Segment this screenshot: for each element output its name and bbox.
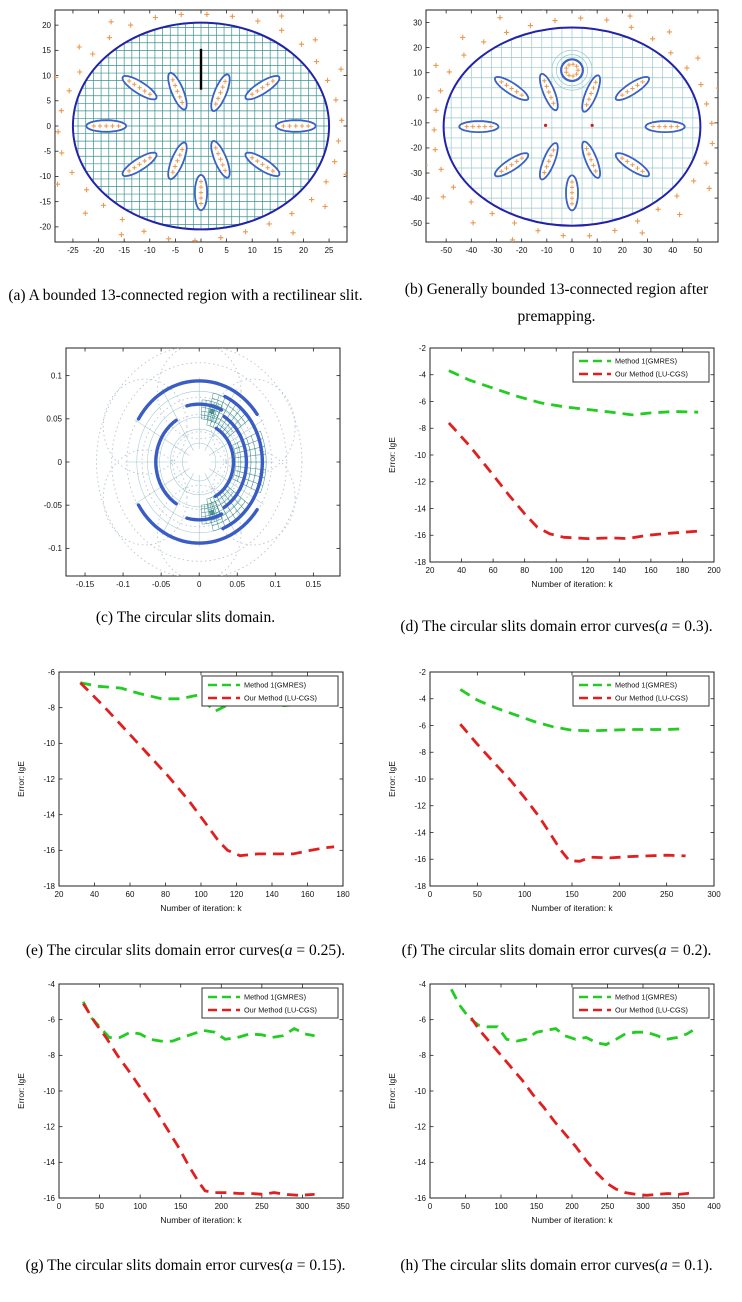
- svg-text:-10: -10: [143, 246, 156, 255]
- svg-text:200: 200: [214, 1202, 228, 1211]
- svg-text:0: 0: [46, 121, 51, 131]
- svg-text:-5: -5: [43, 147, 51, 157]
- svg-text:Number of iteration: k: Number of iteration: k: [530, 1215, 613, 1225]
- svg-text:0.05: 0.05: [228, 580, 245, 589]
- caption-text: = 0.15).: [292, 1257, 346, 1274]
- svg-text:100: 100: [517, 890, 531, 899]
- svg-text:150: 150: [173, 1202, 187, 1211]
- svg-text:0.1: 0.1: [50, 371, 62, 381]
- caption-text: = 0.3).: [667, 617, 713, 635]
- svg-text:Number of iteration: k: Number of iteration: k: [530, 579, 613, 589]
- svg-text:-40: -40: [465, 246, 477, 255]
- svg-text:300: 300: [295, 1202, 309, 1211]
- svg-text:200: 200: [612, 890, 626, 899]
- plot-error-curves-a03: [382, 340, 732, 601]
- svg-text:160: 160: [643, 566, 658, 575]
- svg-text:250: 250: [600, 1202, 614, 1211]
- svg-text:-18: -18: [413, 557, 426, 567]
- svg-text:-15: -15: [38, 197, 51, 207]
- svg-text:25: 25: [324, 246, 334, 255]
- svg-text:-20: -20: [38, 222, 51, 232]
- svg-text:-20: -20: [515, 246, 527, 255]
- panel-caption: [25, 1252, 345, 1279]
- svg-text:120: 120: [580, 566, 594, 575]
- svg-text:0: 0: [198, 246, 203, 255]
- panel-caption: [378, 276, 736, 330]
- svg-text:-16: -16: [42, 846, 55, 856]
- svg-text:0: 0: [56, 1202, 61, 1211]
- svg-text:250: 250: [659, 890, 673, 899]
- svg-text:150: 150: [564, 890, 579, 899]
- caption-variable: a: [284, 942, 293, 959]
- svg-text:-10: -10: [42, 739, 55, 749]
- svg-text:Method 1(GMRES): Method 1(GMRES): [614, 356, 677, 366]
- svg-text:-6: -6: [47, 667, 55, 677]
- svg-text:0.05: 0.05: [45, 414, 62, 424]
- svg-text:-4: -4: [418, 694, 426, 704]
- svg-text:-4: -4: [47, 979, 55, 989]
- svg-text:-10: -10: [38, 172, 51, 182]
- caption-text: (e) The circular slits domain error curves(: [25, 942, 285, 959]
- svg-text:160: 160: [300, 890, 314, 899]
- svg-text:-10: -10: [540, 246, 553, 255]
- svg-text:-14: -14: [42, 1158, 55, 1168]
- panel-a: [0, 0, 371, 330]
- svg-text:20: 20: [41, 20, 51, 30]
- panel-e: [0, 640, 371, 970]
- svg-text:100: 100: [193, 890, 208, 899]
- svg-text:80: 80: [519, 566, 529, 575]
- panel-caption: [26, 937, 345, 964]
- caption-text: (c) The circular slits domain.: [95, 609, 276, 626]
- svg-text:140: 140: [264, 890, 279, 899]
- svg-text:180: 180: [335, 890, 350, 899]
- svg-text:5: 5: [46, 96, 51, 106]
- svg-text:-2: -2: [418, 343, 426, 353]
- svg-text:Number of iteration: k: Number of iteration: k: [530, 903, 613, 913]
- svg-text:60: 60: [125, 890, 134, 899]
- svg-text:60: 60: [488, 566, 498, 575]
- panel-d: [371, 330, 742, 640]
- svg-text:10: 10: [412, 68, 422, 78]
- svg-text:0: 0: [427, 1202, 432, 1211]
- svg-text:0.15: 0.15: [305, 580, 321, 589]
- svg-text:100: 100: [493, 1202, 508, 1211]
- svg-text:-16: -16: [413, 531, 426, 541]
- svg-text:30: 30: [642, 246, 652, 255]
- svg-text:Number of iteration: k: Number of iteration: k: [159, 903, 242, 913]
- svg-text:Error: lgE: Error: lgE: [15, 761, 26, 797]
- svg-text:0: 0: [427, 890, 432, 899]
- svg-text:-12: -12: [413, 1122, 426, 1132]
- svg-text:Error: lgE: Error: lgE: [386, 761, 397, 797]
- panel-f: [371, 640, 742, 970]
- panel-caption: [400, 1252, 712, 1279]
- svg-text:20: 20: [412, 43, 422, 53]
- svg-text:-25: -25: [66, 246, 79, 255]
- svg-text:20: 20: [425, 566, 434, 575]
- svg-text:-8: -8: [418, 748, 426, 758]
- plot-bounded-region: [11, 4, 361, 268]
- svg-text:0.1: 0.1: [269, 580, 281, 589]
- caption-text: (b) Generally bounded 13-connected region after premapping.: [404, 280, 709, 325]
- svg-text:-4: -4: [418, 370, 426, 380]
- svg-text:-6: -6: [418, 397, 426, 407]
- svg-text:-8: -8: [47, 1051, 55, 1061]
- svg-text:Error: lgE: Error: lgE: [386, 1073, 397, 1109]
- svg-text:200: 200: [564, 1202, 579, 1211]
- svg-text:300: 300: [706, 890, 721, 899]
- svg-text:Error: lgE: Error: lgE: [15, 1073, 26, 1109]
- svg-text:Our Method (LU-CGS): Our Method (LU-CGS): [243, 1005, 317, 1015]
- svg-text:Our Method (LU-CGS): Our Method (LU-CGS): [614, 369, 688, 379]
- svg-text:300: 300: [635, 1202, 650, 1211]
- svg-text:Method 1(GMRES): Method 1(GMRES): [243, 992, 306, 1002]
- svg-text:350: 350: [335, 1202, 350, 1211]
- svg-text:-16: -16: [413, 1193, 426, 1203]
- svg-text:180: 180: [675, 566, 689, 575]
- svg-text:0: 0: [57, 457, 62, 467]
- svg-text:50: 50: [472, 890, 482, 899]
- svg-text:-0.1: -0.1: [115, 580, 130, 589]
- svg-text:50: 50: [94, 1202, 104, 1211]
- svg-text:100: 100: [549, 566, 563, 575]
- svg-text:120: 120: [229, 890, 243, 899]
- plot-error-curves-a01: [382, 976, 732, 1244]
- panel-g: [0, 970, 371, 1302]
- svg-text:-8: -8: [418, 424, 426, 434]
- svg-text:Our Method (LU-CGS): Our Method (LU-CGS): [614, 1005, 688, 1015]
- svg-text:-10: -10: [413, 1086, 426, 1096]
- svg-text:20: 20: [54, 890, 63, 899]
- caption-variable: a: [658, 942, 667, 959]
- svg-text:-16: -16: [42, 1193, 55, 1203]
- svg-text:Method 1(GMRES): Method 1(GMRES): [243, 680, 306, 690]
- caption-text: (g) The circular slits domain error curves(: [25, 1257, 286, 1274]
- svg-text:100: 100: [132, 1202, 147, 1211]
- svg-text:250: 250: [254, 1202, 269, 1211]
- svg-text:-50: -50: [439, 246, 452, 255]
- svg-text:-30: -30: [490, 246, 502, 255]
- svg-text:-14: -14: [413, 828, 426, 838]
- svg-text:80: 80: [160, 890, 170, 899]
- svg-text:-14: -14: [42, 810, 55, 820]
- svg-text:-10: -10: [413, 774, 426, 784]
- svg-text:-15: -15: [117, 246, 130, 255]
- svg-text:0: 0: [417, 93, 422, 103]
- svg-text:-6: -6: [418, 1015, 426, 1025]
- svg-text:-10: -10: [413, 450, 426, 460]
- svg-text:10: 10: [41, 71, 51, 81]
- panel-caption: [8, 282, 362, 309]
- svg-text:-30: -30: [409, 168, 422, 178]
- svg-text:-0.15: -0.15: [75, 580, 94, 589]
- svg-text:-20: -20: [409, 143, 422, 153]
- svg-text:-8: -8: [47, 703, 55, 713]
- svg-text:350: 350: [671, 1202, 685, 1211]
- svg-text:-6: -6: [47, 1015, 55, 1025]
- caption-text: (f) The circular slits domain error curves(: [401, 942, 659, 959]
- svg-text:15: 15: [41, 46, 51, 56]
- svg-text:50: 50: [460, 1202, 470, 1211]
- svg-text:50: 50: [692, 246, 702, 255]
- svg-text:-4: -4: [418, 979, 426, 989]
- svg-text:Method 1(GMRES): Method 1(GMRES): [614, 992, 677, 1002]
- svg-text:-18: -18: [413, 881, 426, 891]
- panel-b: [371, 0, 742, 330]
- caption-text: (h) The circular slits domain error curves(: [400, 1257, 660, 1274]
- svg-text:Method 1(GMRES): Method 1(GMRES): [614, 680, 677, 690]
- svg-text:40: 40: [89, 890, 99, 899]
- svg-text:-12: -12: [42, 774, 55, 784]
- svg-text:400: 400: [706, 1202, 721, 1211]
- panel-caption: [402, 937, 712, 964]
- caption-variable: a: [660, 1257, 668, 1274]
- svg-text:-0.05: -0.05: [43, 500, 62, 510]
- svg-text:-14: -14: [413, 504, 426, 514]
- caption-text: = 0.25).: [292, 942, 346, 959]
- svg-text:150: 150: [529, 1202, 543, 1211]
- svg-text:-10: -10: [42, 1086, 55, 1096]
- svg-text:15: 15: [272, 246, 282, 255]
- caption-text: = 0.1).: [667, 1257, 713, 1274]
- caption-text: (d) The circular slits domain error curves(: [400, 617, 660, 635]
- svg-text:140: 140: [612, 566, 626, 575]
- svg-text:-12: -12: [413, 477, 426, 487]
- svg-text:20: 20: [617, 246, 627, 255]
- svg-text:20: 20: [298, 246, 308, 255]
- svg-text:-16: -16: [413, 855, 426, 865]
- plot-error-curves-a015: [11, 976, 361, 1244]
- svg-text:-50: -50: [409, 218, 422, 228]
- plot-error-curves-a025: [11, 664, 361, 932]
- caption-variable: a: [660, 617, 668, 635]
- svg-text:-5: -5: [171, 246, 179, 255]
- svg-text:Error: lgE: Error: lgE: [386, 437, 397, 473]
- svg-text:-40: -40: [409, 193, 422, 203]
- svg-text:-0.1: -0.1: [47, 544, 62, 554]
- svg-text:10: 10: [247, 246, 257, 255]
- plot-error-curves-a02: [382, 664, 732, 932]
- svg-text:-18: -18: [42, 881, 55, 891]
- panel-caption: [96, 604, 275, 631]
- svg-text:5: 5: [223, 246, 229, 255]
- svg-text:Number of iteration: k: Number of iteration: k: [159, 1215, 242, 1225]
- caption-text: (a) A bounded 13-connected region with a rectilinear slit.: [8, 287, 363, 304]
- svg-text:30: 30: [412, 18, 422, 28]
- caption-text: = 0.2).: [666, 942, 712, 959]
- svg-text:-12: -12: [42, 1122, 55, 1132]
- svg-text:40: 40: [456, 566, 466, 575]
- panel-caption: [400, 613, 712, 640]
- svg-text:-10: -10: [409, 118, 422, 128]
- svg-text:-14: -14: [413, 1158, 426, 1168]
- plot-premapped-region: [382, 4, 732, 262]
- svg-text:-20: -20: [92, 246, 104, 255]
- svg-text:-0.05: -0.05: [151, 580, 170, 589]
- svg-text:10: 10: [592, 246, 602, 255]
- svg-text:Our Method (LU-CGS): Our Method (LU-CGS): [614, 693, 688, 703]
- caption-variable: a: [285, 1257, 293, 1274]
- svg-text:40: 40: [667, 246, 677, 255]
- svg-text:Our Method (LU-CGS): Our Method (LU-CGS): [243, 693, 317, 703]
- svg-text:-2: -2: [418, 667, 426, 677]
- plot-circular-slits-domain: [16, 340, 356, 592]
- panel-c: [0, 330, 371, 640]
- svg-text:-8: -8: [418, 1051, 426, 1061]
- svg-text:0: 0: [196, 580, 201, 589]
- svg-text:200: 200: [706, 566, 721, 575]
- svg-text:0: 0: [569, 246, 574, 255]
- panel-h: [371, 970, 742, 1302]
- svg-text:-6: -6: [418, 721, 426, 731]
- svg-text:-12: -12: [413, 801, 426, 811]
